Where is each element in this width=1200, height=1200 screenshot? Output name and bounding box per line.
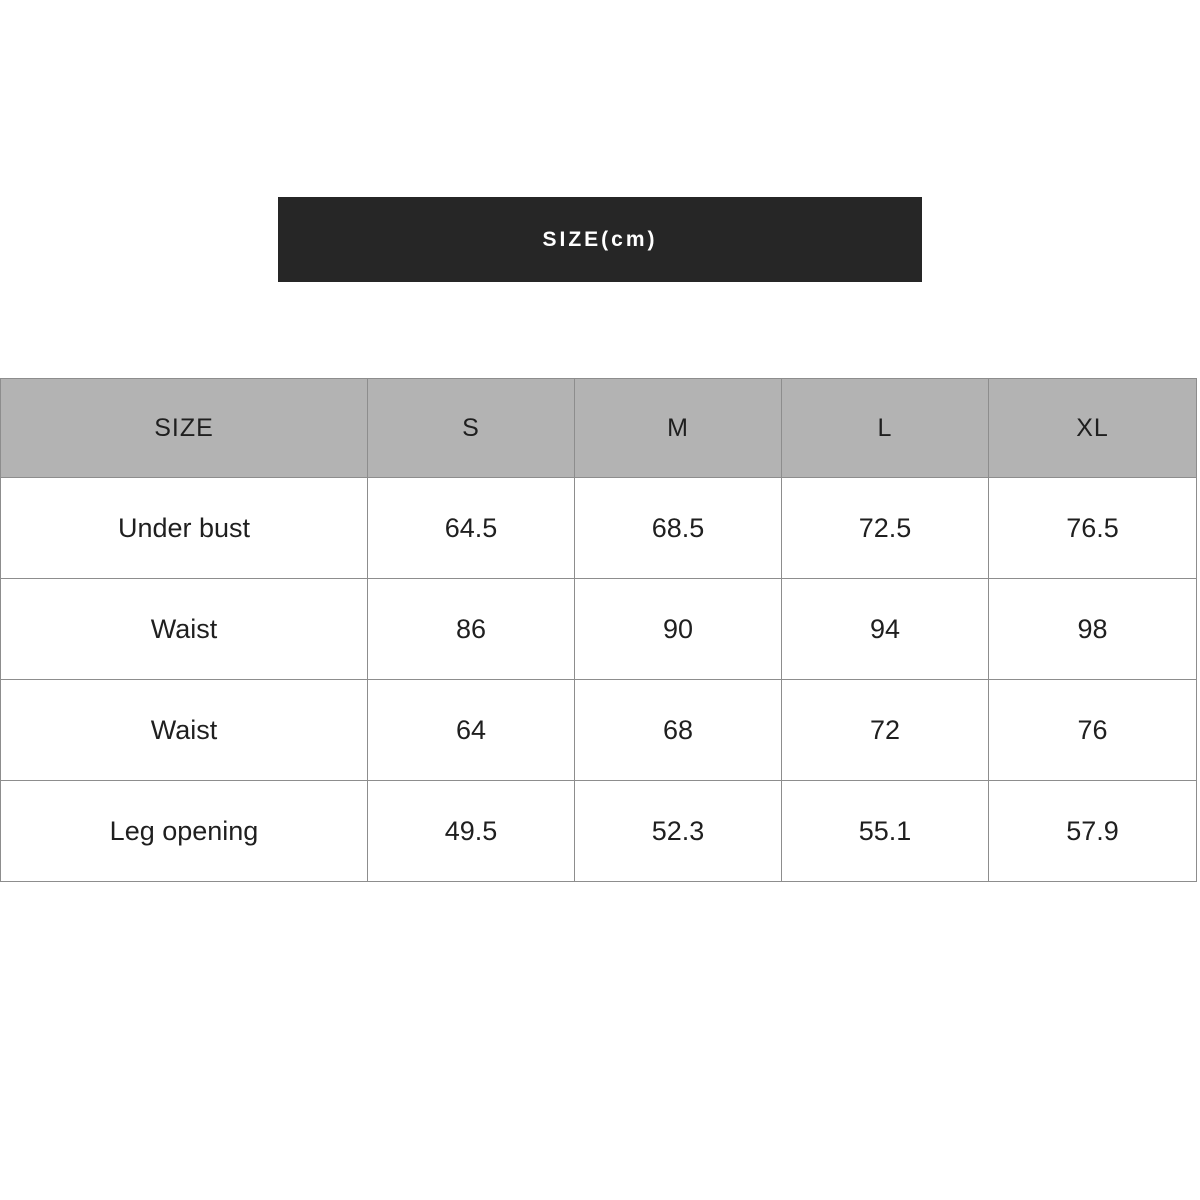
cell-under-bust-l: 72.5 [782, 478, 989, 579]
table-row [1, 680, 1197, 781]
cell-under-bust-m: 68.5 [575, 478, 782, 579]
row-label-leg-opening: Leg opening [1, 781, 368, 882]
column-header-s: S [368, 379, 575, 478]
cell-waist-2-s: 64 [368, 680, 575, 781]
table-row [1, 478, 1197, 579]
cell-waist-1-xl: 98 [989, 579, 1197, 680]
table-row [1, 781, 1197, 882]
column-header-l: L [782, 379, 989, 478]
size-banner [278, 197, 922, 282]
cell-under-bust-s: 64.5 [368, 478, 575, 579]
row-label-waist-1: Waist [1, 579, 368, 680]
size-table-body [1, 478, 1197, 882]
column-header-size: SIZE [1, 379, 368, 478]
size-table [0, 378, 1197, 882]
cell-waist-1-l: 94 [782, 579, 989, 680]
table-header-row [1, 379, 1197, 478]
cell-waist-2-xl: 76 [989, 680, 1197, 781]
cell-leg-opening-xl: 57.9 [989, 781, 1197, 882]
row-label-waist-2: Waist [1, 680, 368, 781]
column-header-xl: XL [989, 379, 1197, 478]
cell-waist-1-s: 86 [368, 579, 575, 680]
cell-waist-2-l: 72 [782, 680, 989, 781]
cell-under-bust-xl: 76.5 [989, 478, 1197, 579]
row-label-under-bust: Under bust [1, 478, 368, 579]
column-header-m: M [575, 379, 782, 478]
cell-leg-opening-m: 52.3 [575, 781, 782, 882]
size-banner-title: SIZE(cm) [542, 227, 658, 251]
cell-leg-opening-l: 55.1 [782, 781, 989, 882]
cell-waist-2-m: 68 [575, 680, 782, 781]
size-table-container [0, 378, 1196, 882]
cell-waist-1-m: 90 [575, 579, 782, 680]
table-row [1, 579, 1197, 680]
cell-leg-opening-s: 49.5 [368, 781, 575, 882]
size-table-head [1, 379, 1197, 478]
